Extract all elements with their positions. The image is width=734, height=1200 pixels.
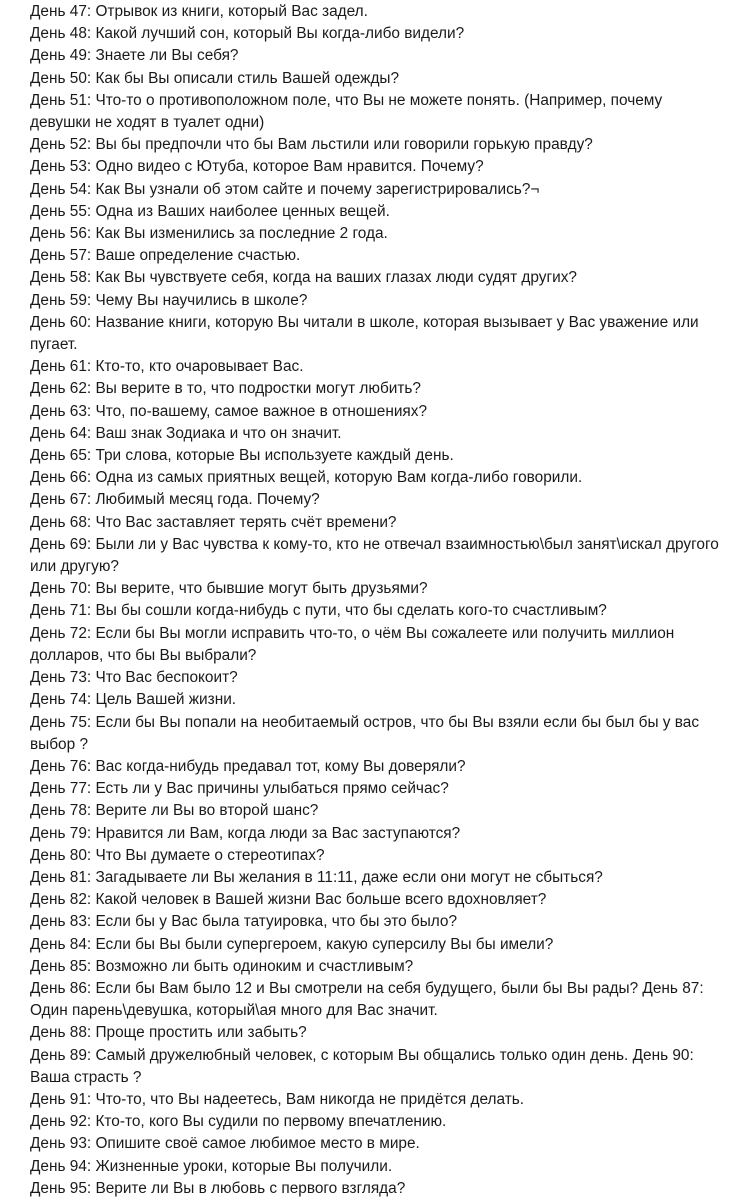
- question-item: День 68: Что Вас заставляет терять счёт времени?: [30, 513, 397, 531]
- question-item: День 91: Что-то, что Вы надеетесь, Вам никогда не придётся делать.: [30, 1090, 525, 1108]
- question-item: День 61: Кто-то, кто очаровывает Вас.: [30, 358, 304, 376]
- question-item: День 95: Верите ли Вы в любовь с первого взгляда?: [30, 1179, 406, 1197]
- question-item: День 75: Если бы Вы попали на необитаемый остров, что бы Вы взяли если бы был бы у вас выбор ?: [30, 713, 700, 753]
- question-item: День 86: Если бы Вам было 12 и Вы смотрели на себя будущего, были бы Вы рады? День 87: Один парень\девушка, который\ая много для Вас значит.: [30, 979, 704, 1020]
- question-item: День 66: Одна из самых приятных вещей, которую Вам когда-либо говорили.: [30, 469, 583, 487]
- question-item: День 51: Что-то о противоположном поле, что Вы не можете понять. (Например, почему девушки не ходят в туалет одни): [30, 91, 663, 132]
- question-item: День 70: Вы верите, что бывшие могут быть друзьями?: [30, 580, 428, 598]
- question-item: День 88: Проще простить или забыть?: [30, 1024, 307, 1042]
- question-item: День 67: Любимый месяц года. Почему?: [30, 491, 320, 509]
- question-item: День 85: Возможно ли быть одиноким и счастливым?: [30, 957, 414, 975]
- question-item: День 57: Ваше определение счастью.: [30, 247, 301, 265]
- question-item: День 59: Чему Вы научились в школе?: [30, 291, 308, 309]
- question-item: День 52: Вы бы предпочли что бы Вам льстили или говорили горькую правду?: [30, 136, 593, 154]
- question-item: День 78: Верите ли Вы во второй шанс?: [30, 802, 319, 820]
- question-item: День 77: Есть ли у Вас причины улыбаться прямо сейчас?: [30, 780, 449, 798]
- question-item: День 94: Жизненные уроки, которые Вы получили.: [30, 1157, 393, 1175]
- question-item: День 64: Ваш знак Зодиака и что он значит.: [30, 424, 342, 442]
- question-item: День 54: Как Вы узнали об этом сайте и почему зарегистрировались?¬: [30, 180, 540, 198]
- question-item: День 71: Вы бы сошли когда-нибудь с пути, что бы сделать кого-то счастливым?: [30, 602, 607, 620]
- question-item: День 58: Как Вы чувствуете себя, когда на ваших глазах люди судят других?: [30, 269, 577, 287]
- question-item: День 81: Загадываете ли Вы желания в 11:11, даже если они могут не сбыться?: [30, 868, 603, 886]
- question-item: День 56: Как Вы изменились за последние 2 года.: [30, 225, 388, 243]
- question-item: День 50: Как бы Вы описали стиль Вашей одежды?: [30, 69, 400, 87]
- question-item: День 89: Самый дружелюбный человек, с которым Вы общались только один день. День 90: Ваша страсть ?: [30, 1046, 694, 1086]
- question-item: День 92: Кто-то, кого Вы судили по первому впечатлению.: [30, 1113, 447, 1131]
- question-item: День 93: Опишите своё самое любимое место в мире.: [30, 1135, 420, 1153]
- question-item: День 60: Название книги, которую Вы читали в школе, которая вызывает у Вас уважение или пугает.: [30, 313, 699, 354]
- question-item: День 72: Если бы Вы могли исправить что-то, о чём Вы сожалеете или получить миллион долларов, что бы Вы выбрали?: [30, 624, 675, 664]
- question-item: День 53: Одно видео с Ютуба, которое Вам нравится. Почему?: [30, 158, 484, 176]
- question-item: День 79: Нравится ли Вам, когда люди за Вас заступаются?: [30, 824, 461, 842]
- question-item: День 83: Если бы у Вас была татуировка, что бы это было?: [30, 913, 458, 931]
- question-item: День 55: Одна из Ваших наиболее ценных вещей.: [30, 202, 390, 220]
- question-item: День 80: Что Вы думаете о стереотипах?: [30, 846, 325, 864]
- question-item: День 84: Если бы Вы были супергероем, какую суперсилу Вы бы имели?: [30, 935, 554, 953]
- question-list: [30, 1, 724, 1200]
- question-item: День 48: Какой лучший сон, который Вы когда-либо видели?: [30, 25, 465, 43]
- question-item: День 49: Знаете ли Вы себя?: [30, 47, 239, 65]
- question-item: День 76: Вас когда-нибудь предавал тот, кому Вы доверяли?: [30, 757, 466, 775]
- question-item: День 73: Что Вас беспокоит?: [30, 669, 238, 687]
- question-item: День 82: Какой человек в Вашей жизни Вас больше всего вдохновляет?: [30, 891, 547, 909]
- question-item: День 65: Три слова, которые Вы используете каждый день.: [30, 447, 454, 465]
- question-item: День 69: Были ли у Вас чувства к кому-то, кто не отвечал взаимностью\был занят\искал другого или другую?: [30, 535, 719, 576]
- question-item: День 47: Отрывок из книги, который Вас задел.: [30, 3, 368, 20]
- question-item: День 62: Вы верите в то, что подростки могут любить?: [30, 380, 421, 398]
- question-item: День 63: Что, по-вашему, самое важное в отношениях?: [30, 402, 427, 420]
- question-item: День 74: Цель Вашей жизни.: [30, 691, 237, 709]
